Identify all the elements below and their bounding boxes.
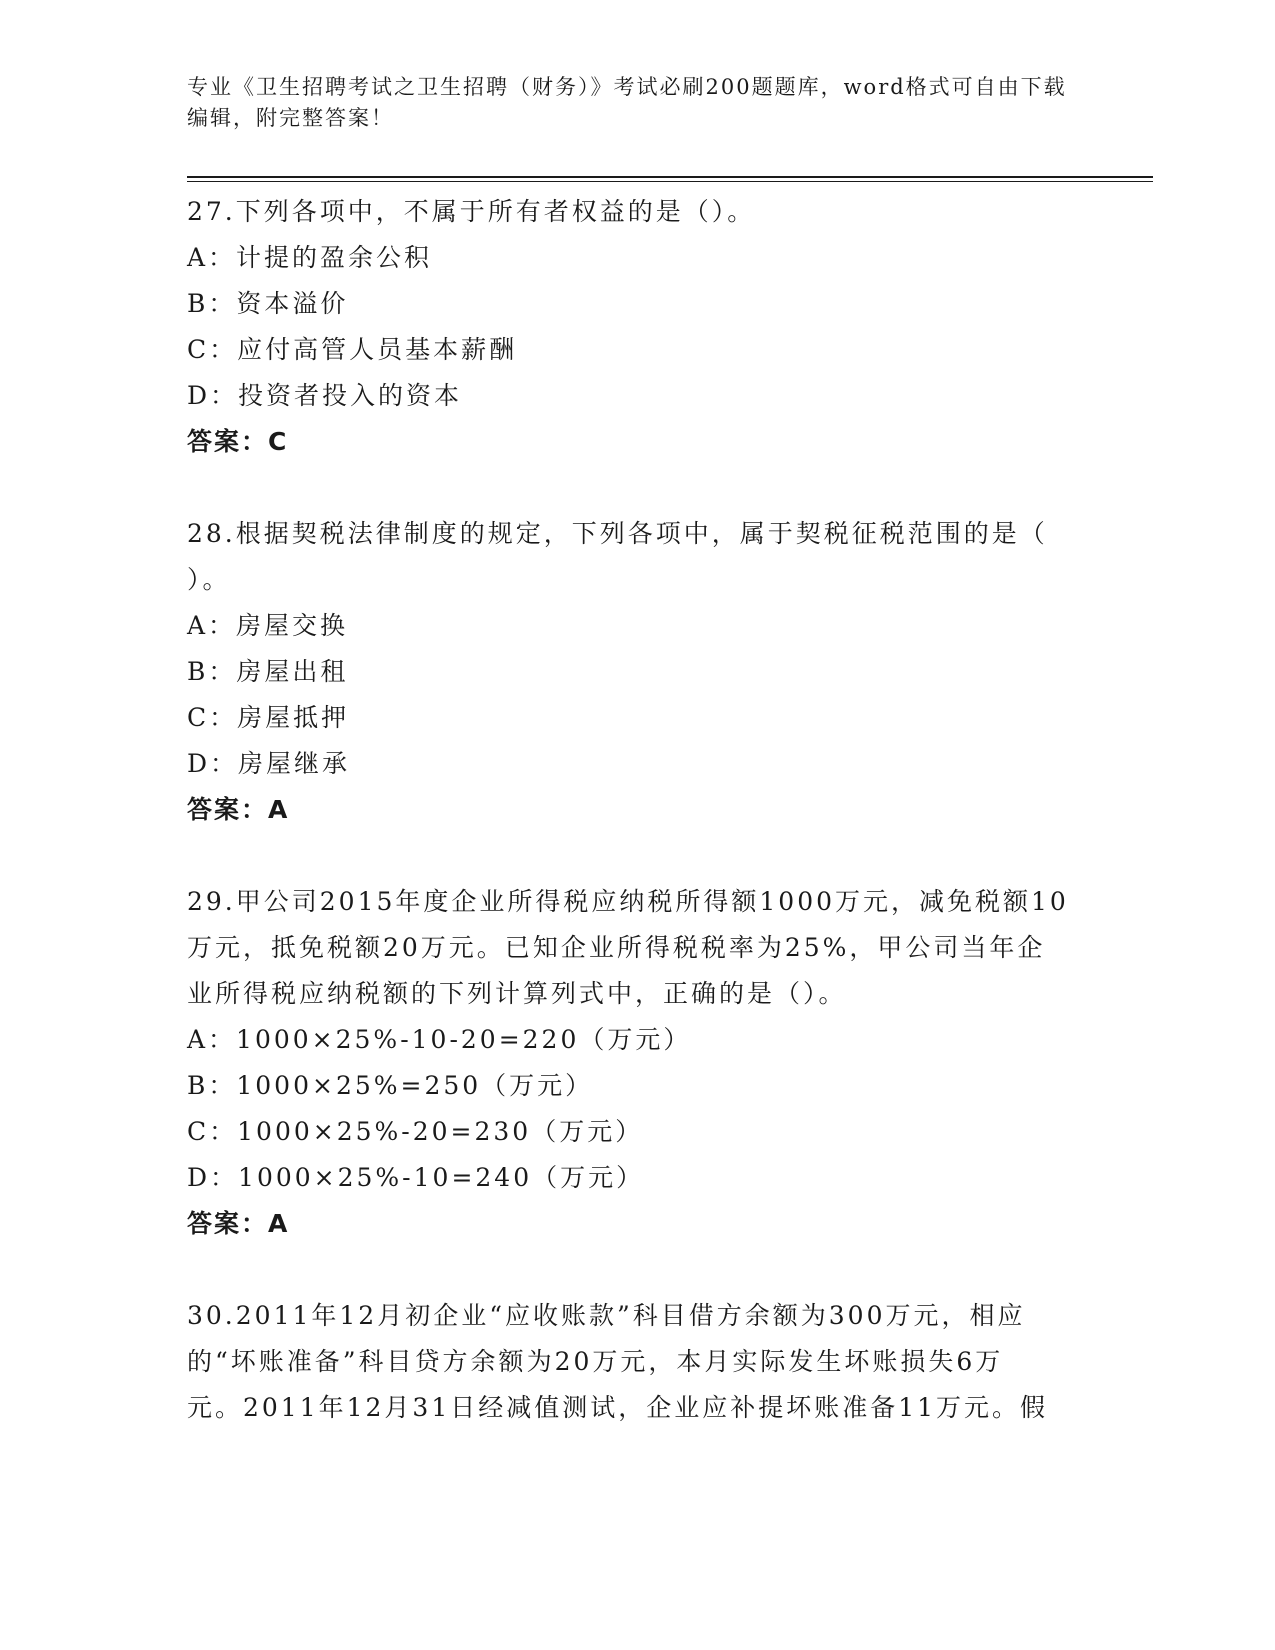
question-stem: 29.甲公司2015年度企业所得税应纳税所得额1000万元，减免税额10	[187, 887, 1069, 916]
answer-line: 答案：C	[187, 427, 289, 456]
answer-line: 答案：A	[187, 1209, 290, 1238]
option-b: B：房屋出租	[187, 657, 349, 686]
question-stem: 30.2011年12月初企业“应收账款”科目借方余额为300万元，相应	[187, 1301, 1026, 1330]
option-a: A：1000×25%-10-20=220（万元）	[187, 1025, 692, 1054]
spacer	[187, 1247, 1087, 1293]
question-stem: 27.下列各项中，不属于所有者权益的是（）。	[187, 197, 756, 226]
answer-line: 答案：A	[187, 795, 290, 824]
option-b: B：资本溢价	[187, 289, 349, 318]
question-list	[187, 189, 1087, 1431]
question-stem: 万元，抵免税额20万元。已知企业所得税税率为25%，甲公司当年企	[187, 933, 1046, 962]
header-rule-thick	[187, 176, 1153, 178]
header-rule-thin	[187, 181, 1153, 182]
question-27	[187, 189, 1087, 465]
option-a: A：房屋交换	[187, 611, 349, 640]
option-d: D：房屋继承	[187, 749, 351, 778]
document-header: 专业《卫生招聘考试之卫生招聘（财务）》考试必刷200题题库，word格式可自由下载编辑，附完整答案！	[187, 75, 1067, 130]
option-d: D：1000×25%-10=240（万元）	[187, 1163, 645, 1192]
question-30	[187, 1293, 1087, 1431]
question-28	[187, 511, 1087, 833]
option-c: C：应付高管人员基本薪酬	[187, 335, 518, 364]
question-stem: 元。2011年12月31日经减值测试，企业应补提坏账准备11万元。假	[187, 1393, 1049, 1422]
option-a: A：计提的盈余公积	[187, 243, 433, 272]
option-b: B：1000×25%=250（万元）	[187, 1071, 594, 1100]
option-c: C：1000×25%-20=230（万元）	[187, 1117, 644, 1146]
option-c: C：房屋抵押	[187, 703, 350, 732]
spacer	[187, 465, 1087, 511]
question-stem: 的“坏账准备”科目贷方余额为20万元，本月实际发生坏账损失6万	[187, 1347, 1004, 1376]
question-stem: ）。	[187, 565, 231, 594]
question-29	[187, 879, 1087, 1247]
option-d: D：投资者投入的资本	[187, 381, 463, 410]
question-stem: 28.根据契税法律制度的规定，下列各项中，属于契税征税范围的是（	[187, 519, 1048, 548]
spacer	[187, 833, 1087, 879]
question-stem: 业所得税应纳税额的下列计算列式中，正确的是（）。	[187, 979, 847, 1008]
